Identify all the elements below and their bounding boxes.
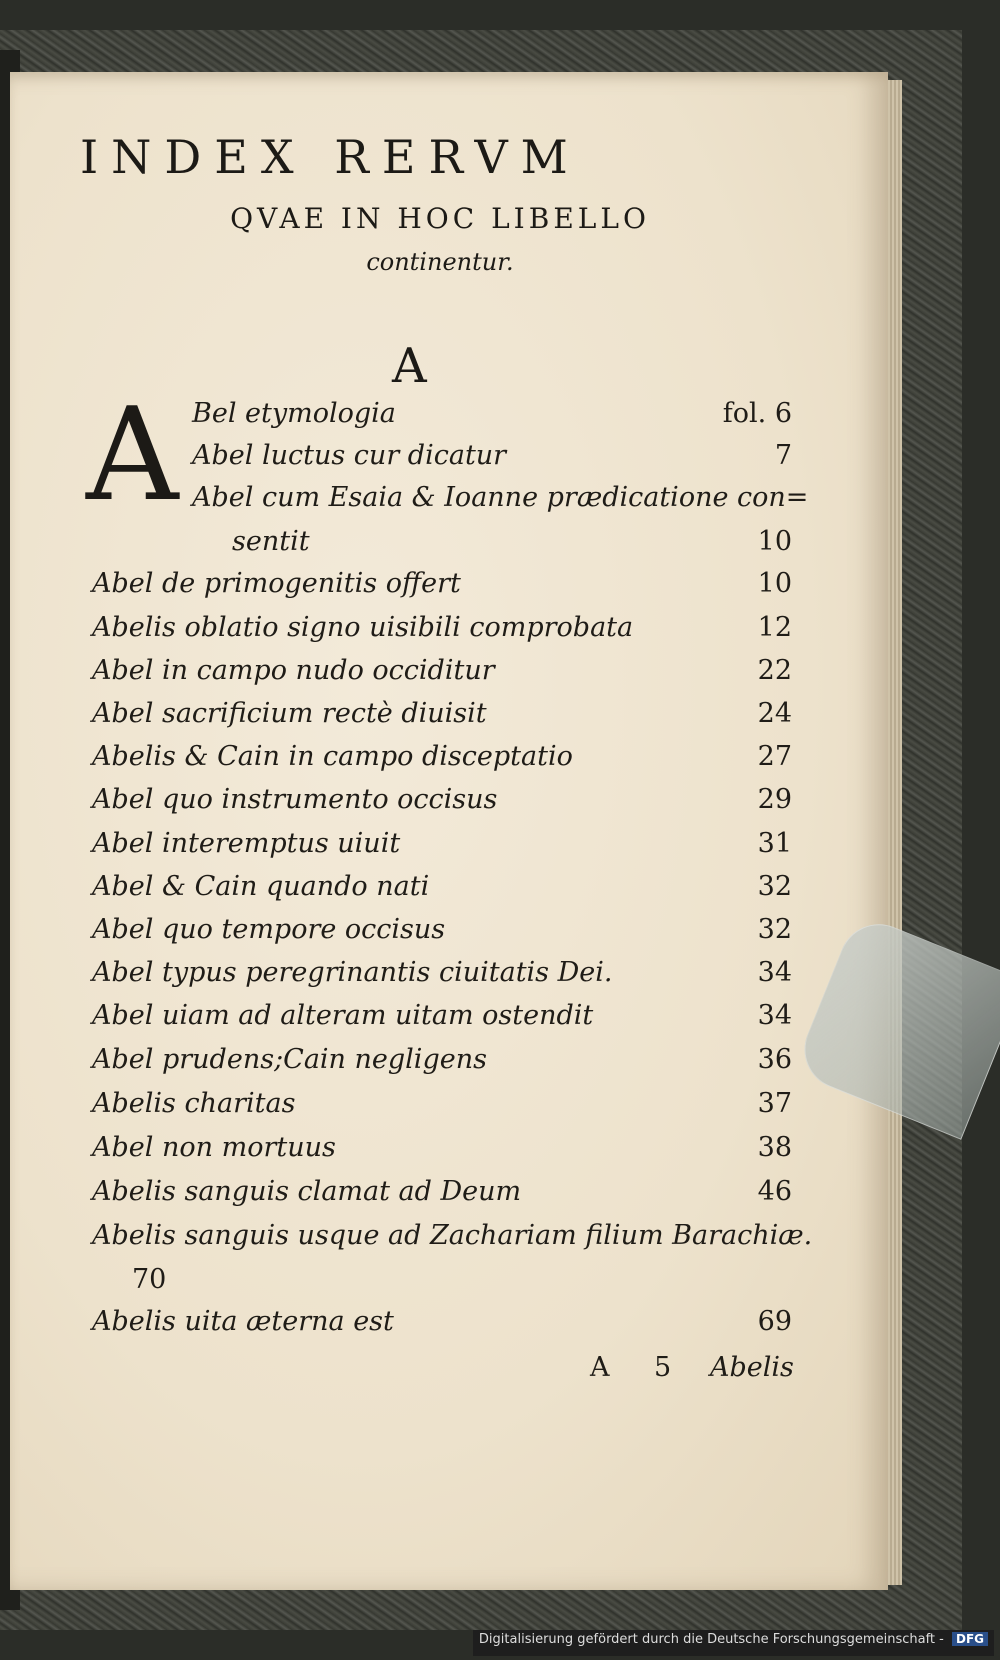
entry-folio: fol. 6 — [722, 398, 792, 429]
entry-folio: 69 — [757, 1306, 792, 1337]
bleed-through — [90, 250, 98, 280]
entry-text: Abelis & Cain in campo disceptatio — [92, 741, 573, 772]
funding-footer — [473, 1630, 994, 1656]
signature-number: 5 — [654, 1352, 672, 1383]
entry-folio: 22 — [757, 655, 792, 686]
entry-folio: 24 — [757, 698, 792, 729]
entry-text: Abel cum Esaia & Ioanne prædicatione con= — [192, 482, 809, 513]
entry-text: 70 — [132, 1264, 167, 1295]
entry-folio: 27 — [757, 741, 792, 772]
dfg-logo-icon: DFG — [952, 1632, 988, 1646]
entry-text: Abel uiam ad alteram uitam ostendit — [92, 1000, 594, 1031]
entry-folio: 46 — [757, 1176, 792, 1207]
index-entry — [92, 741, 792, 781]
index-entry — [92, 482, 809, 522]
drop-cap-letter: A — [86, 381, 179, 530]
index-subtitle-continentur: continentur. — [366, 248, 514, 276]
index-entry — [92, 1132, 792, 1172]
entry-folio: 38 — [757, 1132, 792, 1163]
entry-text: Abel typus peregrinantis ciuitatis Dei. — [92, 957, 613, 988]
entry-text: Abel de primogenitis offert — [92, 568, 461, 599]
entry-text: Abelis oblatio signo uisibili comprobata — [92, 612, 634, 643]
entry-text: Abelis charitas — [92, 1088, 296, 1119]
index-entry — [92, 612, 792, 652]
index-entry — [92, 1044, 792, 1084]
entry-folio: 7 — [774, 440, 792, 471]
index-entry — [92, 526, 792, 566]
footer-text: Digitalisierung gefördert durch die Deutsche Forschungsgemeinschaft - — [478, 1632, 944, 1647]
index-subtitle: QVAE IN HOC LIBELLO — [230, 202, 650, 235]
entry-text: Abel luctus cur dicatur — [192, 440, 507, 471]
entry-folio: 31 — [757, 828, 792, 859]
entry-text: Abel non mortuus — [92, 1132, 336, 1163]
index-title: INDEX RERVM — [80, 130, 581, 184]
entry-text: Abel in campo nudo occiditur — [92, 655, 495, 686]
entry-folio: 12 — [757, 612, 792, 643]
index-entry — [92, 398, 792, 438]
entry-text: Abelis uita æterna est — [92, 1306, 394, 1337]
entry-text: Bel etymologia — [192, 398, 396, 429]
entry-folio: 34 — [757, 1000, 792, 1031]
index-entry — [92, 957, 792, 997]
index-entry — [92, 1306, 792, 1346]
index-entry — [92, 1088, 792, 1128]
entry-folio: 32 — [757, 914, 792, 945]
entry-text: sentit — [232, 526, 310, 557]
index-entry — [92, 1000, 792, 1040]
index-entry — [92, 784, 792, 824]
entry-text: Abel & Cain quando nati — [92, 871, 430, 902]
entry-text: Abel quo instrumento occisus — [92, 784, 498, 815]
index-entry — [92, 655, 792, 695]
entry-text: Abelis sanguis clamat ad Deum — [92, 1176, 522, 1207]
index-entry — [92, 698, 792, 738]
entry-folio: 32 — [757, 871, 792, 902]
index-entry — [92, 914, 792, 954]
index-entry — [92, 1176, 792, 1216]
entry-text: Abelis sanguis usque ad Zachariam filium Barachiæ. — [92, 1220, 813, 1251]
entry-text: Abel quo tempore occisus — [92, 914, 446, 945]
page-fore-edge — [888, 80, 902, 1585]
entry-folio: 37 — [757, 1088, 792, 1119]
catchword: Abelis — [710, 1352, 794, 1383]
index-entry — [92, 1264, 792, 1304]
index-entry — [92, 568, 792, 608]
entry-text: Abel sacrificium rectè diuisit — [92, 698, 487, 729]
signature-letter: A — [590, 1352, 610, 1383]
entry-folio: 36 — [757, 1044, 792, 1075]
entry-folio: 10 — [757, 526, 792, 557]
entry-folio: 10 — [757, 568, 792, 599]
index-entry — [92, 871, 792, 911]
index-entry — [92, 440, 792, 480]
entry-folio: 29 — [757, 784, 792, 815]
entry-text: Abel prudens;Cain negligens — [92, 1044, 487, 1075]
index-entry — [92, 1220, 813, 1260]
entry-folio: 34 — [757, 957, 792, 988]
section-letter: A — [392, 338, 427, 394]
entry-text: Abel interemptus uiuit — [92, 828, 401, 859]
index-entry — [92, 828, 792, 868]
